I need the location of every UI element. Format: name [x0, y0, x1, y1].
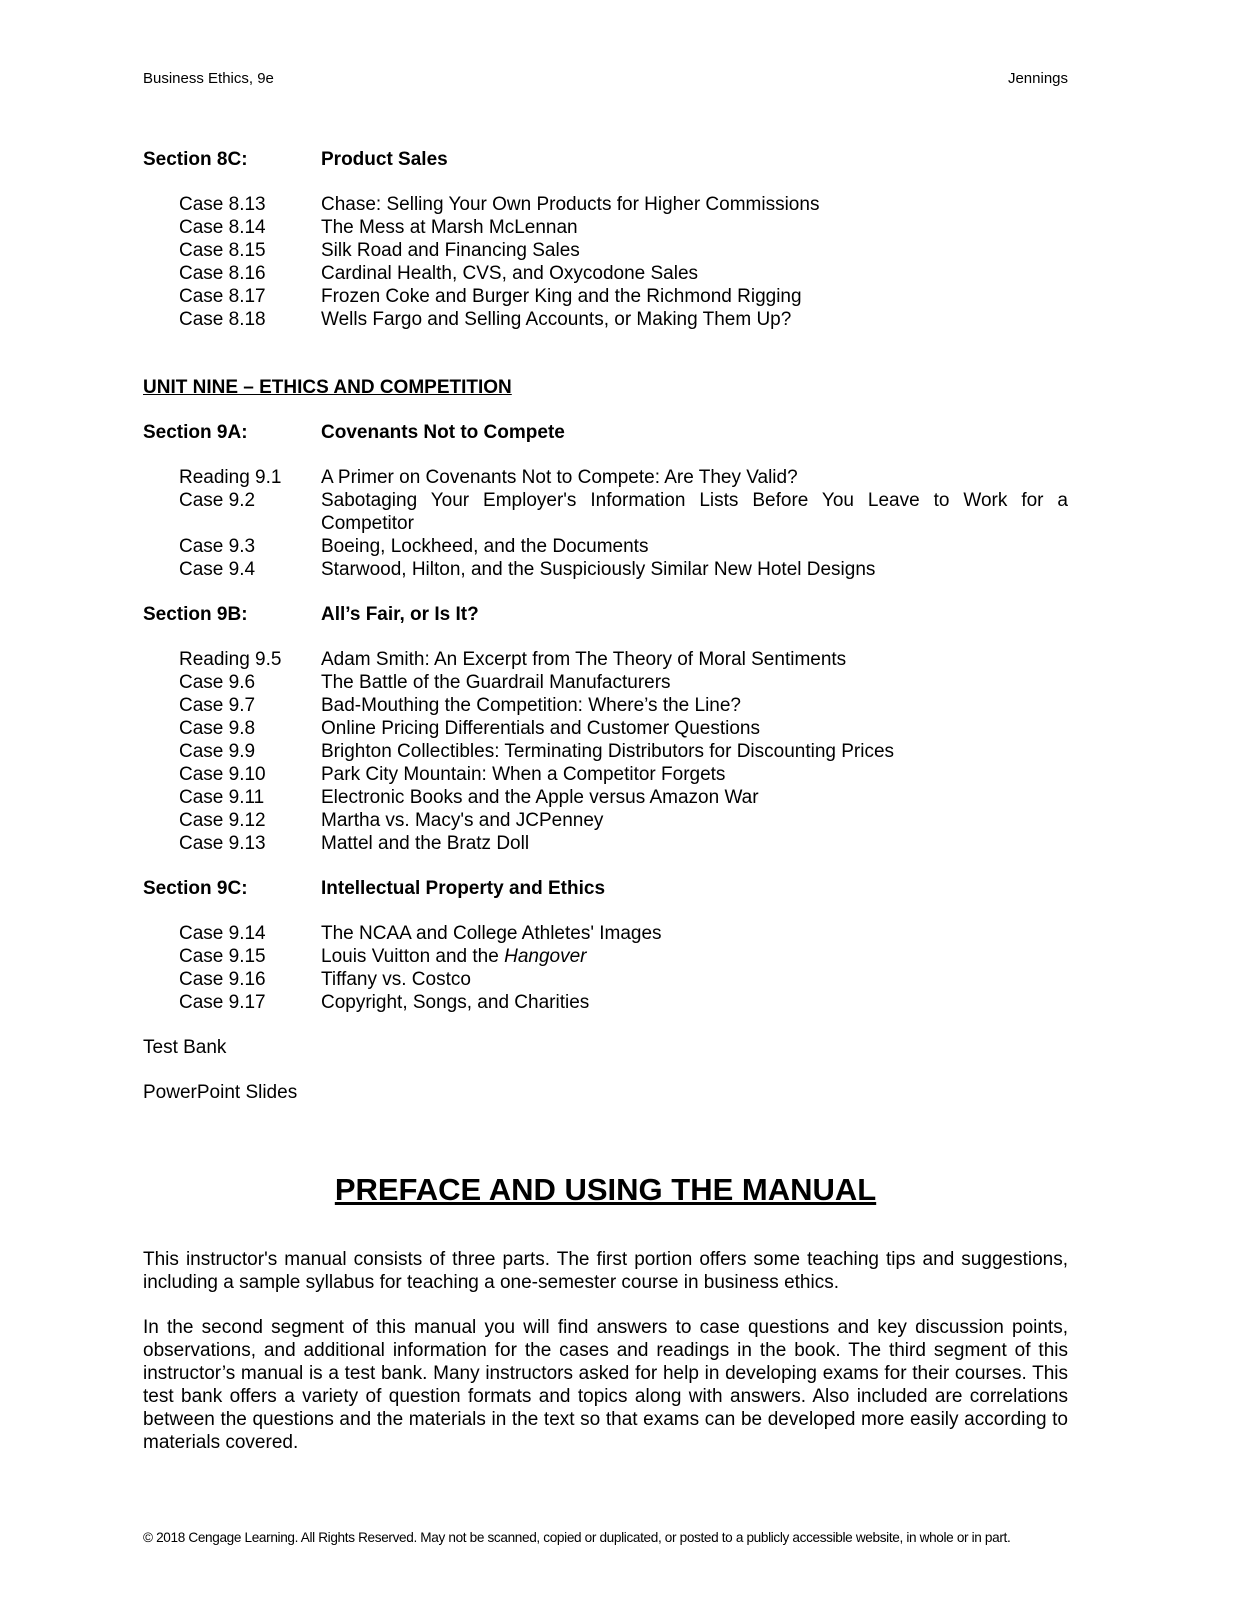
- item-title: Bad-Mouthing the Competition: Where’s the Line?: [321, 695, 742, 716]
- item-title: A Primer on Covenants Not to Compete: Are They Valid?: [321, 467, 798, 488]
- preface-paragraph-2: In the second segment of this manual you will find answers to case questions and key discussion points, observations, and additional information for the cases and readings in the book. The third segment of this instructor’s manual is a test bank. Many instructors asked for help in developing exams for their courses. This test bank offers a variety of question formats and topics along with answers. Also included are correlations between the questions and the materials in the text so that exams can be developed more easily according to materials covered.: [143, 1317, 1068, 1453]
- list-item: [143, 466, 1068, 489]
- page-content: [143, 148, 1068, 1454]
- item-title: Park City Mountain: When a Competitor Forgets: [321, 764, 726, 785]
- section-label: Section 9C:: [143, 878, 248, 899]
- list-item: [143, 671, 1068, 694]
- running-header-left: Business Ethics, 9e: [143, 70, 274, 87]
- item-number: Case 9.3: [179, 536, 256, 557]
- item-title: Mattel and the Bratz Doll: [321, 833, 530, 854]
- copyright-footer: © 2018 Cengage Learning. All Rights Reserved. May not be scanned, copied or duplicated, or posted to a publicly accessible website, in whole or in part.: [143, 1530, 1011, 1545]
- list-item: [143, 809, 1068, 832]
- section-label: Section 8C:: [143, 149, 248, 170]
- section-label: Section 9B:: [143, 604, 248, 625]
- preface-heading: PREFACE AND USING THE MANUAL: [334, 1172, 877, 1207]
- item-number: Case 9.10: [179, 764, 266, 785]
- list-item: [143, 262, 1068, 285]
- list-item: [143, 694, 1068, 717]
- item-number: Reading 9.5: [179, 649, 282, 670]
- item-number: Case 8.14: [179, 217, 266, 238]
- item-number: Case 9.6: [179, 672, 256, 693]
- list-item: [143, 740, 1068, 763]
- item-title: Chase: Selling Your Own Products for Higher Commissions: [321, 194, 820, 215]
- item-number: Case 8.18: [179, 309, 266, 330]
- section-title: All’s Fair, or Is It?: [321, 604, 479, 625]
- item-number: Case 9.13: [179, 833, 266, 854]
- item-title: Sabotaging Your Employer's Information Lists Before You Leave to Work for a Competitor: [321, 490, 1068, 534]
- item-title: Frozen Coke and Burger King and the Richmond Rigging: [321, 286, 802, 307]
- list-item: [143, 945, 1068, 968]
- item-title: Brighton Collectibles: Terminating Distributors for Discounting Prices: [321, 741, 895, 762]
- section-label: Section 9A:: [143, 422, 248, 443]
- section-title: Covenants Not to Compete: [321, 422, 565, 443]
- test-bank-line: Test Bank: [143, 1037, 227, 1058]
- item-title: Cardinal Health, CVS, and Oxycodone Sales: [321, 263, 699, 284]
- list-item: [143, 922, 1068, 945]
- item-number: Case 9.11: [179, 787, 265, 808]
- item-number: Case 8.15: [179, 240, 266, 261]
- item-title: Wells Fargo and Selling Accounts, or Making Them Up?: [321, 309, 792, 330]
- item-number: Case 8.16: [179, 263, 266, 284]
- item-title: [321, 945, 1068, 968]
- item-title-italic: Hangover: [504, 946, 587, 967]
- section-title: Intellectual Property and Ethics: [321, 878, 606, 899]
- list-item: [143, 285, 1068, 308]
- item-title: Boeing, Lockheed, and the Documents: [321, 536, 649, 557]
- list-item: [143, 717, 1068, 740]
- item-number: Case 9.2: [179, 490, 256, 511]
- item-number: Case 8.13: [179, 194, 266, 215]
- list-item: [143, 216, 1068, 239]
- list-item: [143, 489, 1068, 535]
- section-9b-list: [143, 648, 1068, 855]
- item-number: Case 8.17: [179, 286, 266, 307]
- section-heading-8c: [143, 148, 1068, 171]
- running-header-right: Jennings: [1007, 70, 1068, 87]
- section-9a-list: [143, 466, 1068, 581]
- item-title: Electronic Books and the Apple versus Amazon War: [321, 787, 759, 808]
- item-title: Tiffany vs. Costco: [321, 969, 471, 990]
- item-title: Silk Road and Financing Sales: [321, 240, 580, 261]
- list-item: [143, 535, 1068, 558]
- list-item: [143, 193, 1068, 216]
- list-item: [143, 832, 1068, 855]
- section-heading-9a: [143, 421, 1068, 444]
- unit-heading: UNIT NINE – ETHICS AND COMPETITION: [143, 377, 512, 398]
- section-heading-9c: [143, 877, 1068, 900]
- section-9c-list: [143, 922, 1068, 1014]
- item-number: Case 9.4: [179, 559, 256, 580]
- list-item: [143, 763, 1068, 786]
- section-title: Product Sales: [321, 149, 448, 170]
- item-title: Online Pricing Differentials and Customer Questions: [321, 718, 760, 739]
- preface-paragraph-1: This instructor's manual consists of three parts. The first portion offers some teaching tips and suggestions, including a sample syllabus for teaching a one-semester course in business ethics.: [143, 1249, 1068, 1293]
- item-number: Case 9.16: [179, 969, 266, 990]
- item-title: Martha vs. Macy's and JCPenney: [321, 810, 604, 831]
- item-title: The Mess at Marsh McLennan: [321, 217, 578, 238]
- list-item: [143, 558, 1068, 581]
- item-title-text: Louis Vuitton and the: [321, 946, 505, 967]
- item-title: Starwood, Hilton, and the Suspiciously Similar New Hotel Designs: [321, 559, 876, 580]
- item-number: Case 9.15: [179, 946, 266, 967]
- item-number: Case 9.7: [179, 695, 256, 716]
- section-8c-list: [143, 193, 1068, 331]
- item-title: Adam Smith: An Excerpt from The Theory of Moral Sentiments: [321, 649, 847, 670]
- item-number: Case 9.14: [179, 923, 266, 944]
- item-number: Case 9.12: [179, 810, 266, 831]
- list-item: [143, 308, 1068, 331]
- list-item: [143, 239, 1068, 262]
- list-item: [143, 991, 1068, 1014]
- item-title: The NCAA and College Athletes' Images: [321, 923, 662, 944]
- list-item: [143, 786, 1068, 809]
- item-number: Case 9.17: [179, 992, 266, 1013]
- item-number: Case 9.9: [179, 741, 256, 762]
- item-title: The Battle of the Guardrail Manufacturers: [321, 672, 671, 693]
- item-title: Copyright, Songs, and Charities: [321, 992, 590, 1013]
- item-number: Reading 9.1: [179, 467, 282, 488]
- powerpoint-line: PowerPoint Slides: [143, 1082, 298, 1103]
- section-heading-9b: [143, 603, 1068, 626]
- list-item: [143, 648, 1068, 671]
- list-item: [143, 968, 1068, 991]
- item-number: Case 9.8: [179, 718, 256, 739]
